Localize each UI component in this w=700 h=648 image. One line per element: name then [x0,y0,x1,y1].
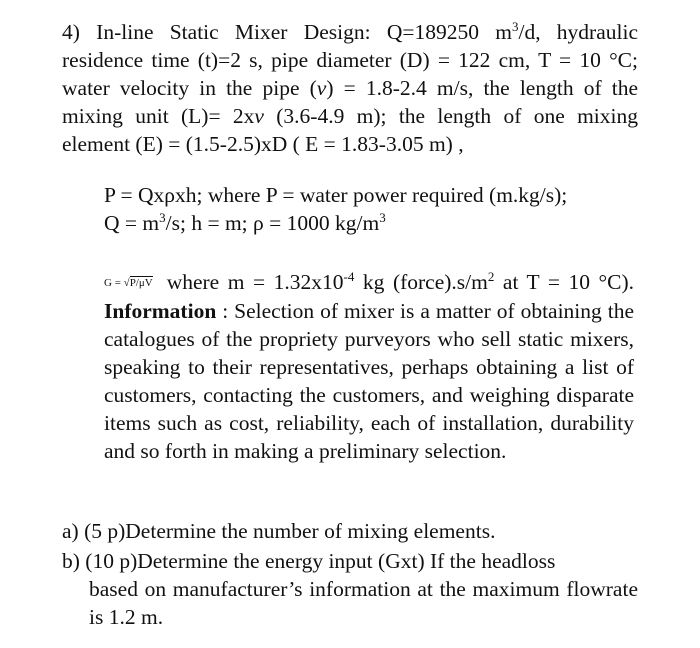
power-line-1: P = Qxρxh; where P = water power required (m.kg/s); [104,183,568,207]
problem-number: 4) [62,20,80,44]
information-text: : Selection of mixer is a matter of obtaining the catalogues of the propriety purveyors who sell static mixers, speaking to their representatives, perhaps obtaining a list of customers, contacting the customers, and weighing disparate items such as cost, reliability, each of installation, durability and so forth in making a preliminary selection. [104,299,634,463]
question-b: b) (10 p)Determine the energy input (Gxt) If the headloss based on manufacturer’s information at the maximum flowrate is 1.2 m. [62,549,638,629]
velocity-gradient-section: G = √P/μV where $m = 1.32x10^{-4}$ kg $(force).s/m^2$ at T = 10 °C). Information : Selection of mixer is a matter of obtaining the catalogues of the propriety purveyors who sell static mixers, speaking to their representatives, perhaps obtaining a list of customers, contacting the customers, and weighing disparate items such as cost, reliability, each of installation, durability and so forth in making a preliminary selection. [104,269,634,463]
problem-statement: 4) In-line Static Mixer Design: Q=189250 $m^3/d$, hydraulic residence time (t)=2 s, pipe diameter (D) = 122 cm, T = 10 °C; water velocity in the pipe (v) = 1.8-2.4 m/s, the length of the mixing unit (L)= 2xv (3.6-4.9 m); the length of one mixing element (E) = (1.5-2.5)xD ( E = 1.83-3.05 m) , [62,19,639,156]
g-formula: G = √P/μV [104,277,153,289]
power-equation: P = Qxρxh; where P = water power required (m.kg/s); $Q = m^3/s$; h = m; ρ = 1000 $kg/m^3$ [104,183,568,235]
information-label: Information [104,299,217,323]
problem-title: In-line Static Mixer Design: [96,20,371,44]
question-a: a) (5 p)Determine the number of mixing elements. [62,519,496,543]
